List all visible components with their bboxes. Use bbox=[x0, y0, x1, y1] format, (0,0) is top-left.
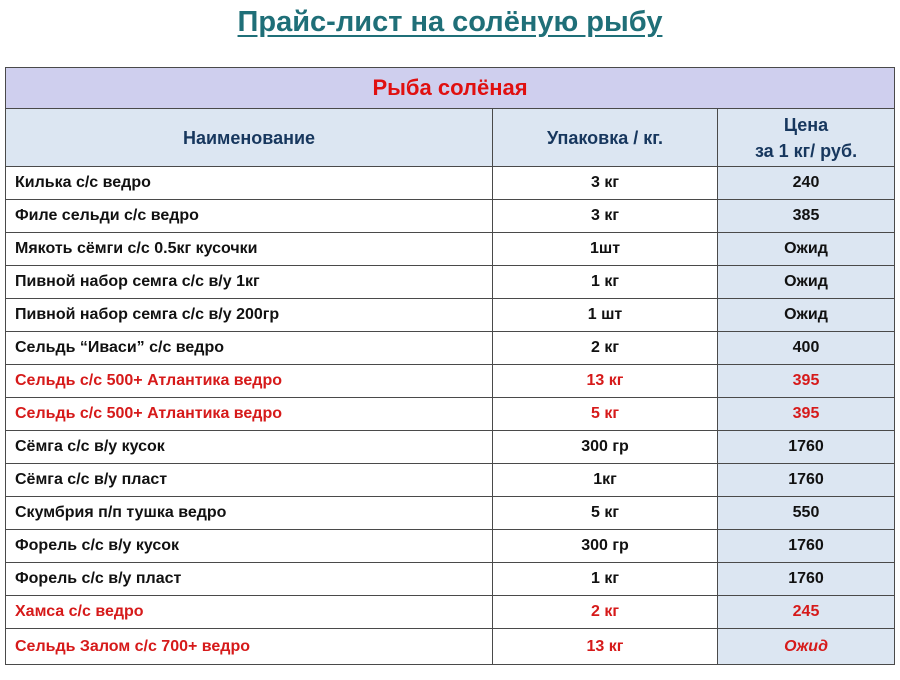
pack-cell: 5 кг bbox=[493, 497, 718, 530]
price-cell: 395 bbox=[718, 365, 895, 398]
pack-cell: 1кг bbox=[493, 464, 718, 497]
table-row bbox=[6, 332, 895, 365]
table-row bbox=[6, 200, 895, 233]
product-name-cell: Пивной набор семга с/с в/у 200гр bbox=[6, 299, 493, 332]
column-header-price bbox=[718, 109, 895, 167]
pack-cell: 300 гр bbox=[493, 530, 718, 563]
table-row bbox=[6, 398, 895, 431]
product-name-cell: Килька с/с ведро bbox=[6, 167, 493, 200]
pack-cell: 13 кг bbox=[493, 629, 718, 665]
pack-cell: 5 кг bbox=[493, 398, 718, 431]
price-cell: 400 bbox=[718, 332, 895, 365]
product-name-cell: Форель с/с в/у кусок bbox=[6, 530, 493, 563]
table-row bbox=[6, 530, 895, 563]
pack-cell: 13 кг bbox=[493, 365, 718, 398]
table-row bbox=[6, 299, 895, 332]
section-title: Рыба солёная bbox=[6, 68, 895, 109]
table-row bbox=[6, 464, 895, 497]
pack-cell: 3 кг bbox=[493, 167, 718, 200]
product-name-cell: Мякоть сёмги с/с 0.5кг кусочки bbox=[6, 233, 493, 266]
table-row bbox=[6, 365, 895, 398]
product-name-cell: Пивной набор семга с/с в/у 1кг bbox=[6, 266, 493, 299]
price-cell: 1760 bbox=[718, 530, 895, 563]
pack-cell: 1 шт bbox=[493, 299, 718, 332]
price-cell: 1760 bbox=[718, 431, 895, 464]
price-cell: Ожид bbox=[718, 266, 895, 299]
price-table bbox=[5, 67, 895, 665]
price-cell: 385 bbox=[718, 200, 895, 233]
product-name-cell: Скумбрия п/п тушка ведро bbox=[6, 497, 493, 530]
product-name-cell: Форель с/с в/у пласт bbox=[6, 563, 493, 596]
table-row bbox=[6, 563, 895, 596]
column-header-name: Наименование bbox=[6, 109, 493, 167]
pack-cell: 1 кг bbox=[493, 266, 718, 299]
product-name-cell: Сельдь Залом с/с 700+ ведро bbox=[6, 629, 493, 665]
price-cell: 550 bbox=[718, 497, 895, 530]
table-row bbox=[6, 431, 895, 464]
pack-cell: 1шт bbox=[493, 233, 718, 266]
column-header-price-line2: за 1 кг/ руб. bbox=[754, 140, 858, 161]
pack-cell: 2 кг bbox=[493, 596, 718, 629]
product-name-cell: Сельдь “Иваси” с/с ведро bbox=[6, 332, 493, 365]
table-row bbox=[6, 596, 895, 629]
price-cell: 245 bbox=[718, 596, 895, 629]
pack-cell: 1 кг bbox=[493, 563, 718, 596]
table-row bbox=[6, 233, 895, 266]
product-name-cell: Хамса с/с ведро bbox=[6, 596, 493, 629]
product-name-cell: Сёмга с/с в/у пласт bbox=[6, 464, 493, 497]
column-header-price-line1: Цена bbox=[783, 114, 829, 135]
price-cell: Ожид bbox=[718, 233, 895, 266]
section-header-row bbox=[6, 68, 895, 109]
table-row bbox=[6, 266, 895, 299]
column-header-pack: Упаковка / кг. bbox=[493, 109, 718, 167]
product-name-cell: Сельдь с/с 500+ Атлантика ведро bbox=[6, 365, 493, 398]
price-cell: 395 bbox=[718, 398, 895, 431]
product-name-cell: Сельдь с/с 500+ Атлантика ведро bbox=[6, 398, 493, 431]
product-name-cell: Филе сельди с/с ведро bbox=[6, 200, 493, 233]
pack-cell: 300 гр bbox=[493, 431, 718, 464]
price-cell: 1760 bbox=[718, 464, 895, 497]
pack-cell: 2 кг bbox=[493, 332, 718, 365]
table-row bbox=[6, 497, 895, 530]
column-header-row bbox=[6, 109, 895, 167]
product-name-cell: Сёмга с/с в/у кусок bbox=[6, 431, 493, 464]
page-title: Прайс-лист на солёную рыбу bbox=[237, 6, 663, 38]
price-cell: Ожид bbox=[718, 299, 895, 332]
pack-cell: 3 кг bbox=[493, 200, 718, 233]
table-row bbox=[6, 629, 895, 665]
price-cell: Ожид bbox=[718, 629, 895, 665]
price-cell: 1760 bbox=[718, 563, 895, 596]
table-row bbox=[6, 167, 895, 200]
price-cell: 240 bbox=[718, 167, 895, 200]
